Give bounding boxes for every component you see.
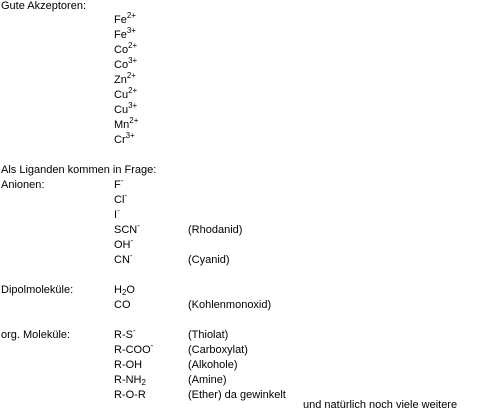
ligand-formula: Cl- xyxy=(114,191,128,206)
acceptor-ion: $Fe^{2+}$ xyxy=(114,11,136,26)
ligand-formula: $H_2O$ xyxy=(114,284,135,297)
acceptor-ion: $Cu^{2+}$ xyxy=(114,86,138,101)
ligand-note: (Cyanid) xyxy=(188,254,230,266)
ligand-formula: R-S- xyxy=(114,326,136,341)
ligand-note: (Rhodanid) xyxy=(188,224,243,236)
acceptor-ion: $Cr^{3+}$ xyxy=(114,131,135,146)
acceptor-ion: $Cu^{3+}$ xyxy=(114,101,138,116)
ligand-formula: R-COO- xyxy=(114,341,154,356)
ligand-formula: R-OH xyxy=(114,359,143,371)
group-label-dipoles: Dipolmoleküle: xyxy=(1,284,74,296)
acceptor-ion: $Fe^{3+}$ xyxy=(114,26,136,41)
ligand-formula: F- xyxy=(114,176,124,191)
footer-note: und natürlich noch viele weitere xyxy=(303,399,458,411)
ligand-formula: OH- xyxy=(114,236,134,251)
ligand-formula: I- xyxy=(114,206,120,221)
ligand-note: (Kohlenmonoxid) xyxy=(188,299,272,311)
group-label-organic: org. Moleküle: xyxy=(1,329,71,341)
ligand-note: (Carboxylat) xyxy=(188,344,248,356)
acceptors-heading: Gute Akzeptoren: xyxy=(1,0,86,12)
acceptor-ion: $Mn^{2+}$ xyxy=(114,116,139,131)
ligand-formula: CN- xyxy=(114,251,133,266)
ligands-heading: Als Liganden kommen in Frage: xyxy=(1,164,157,176)
ligand-formula: SCN- xyxy=(114,221,140,236)
acceptor-ion: $Zn^{2+}$ xyxy=(114,71,136,86)
ligand-formula: R-O-R xyxy=(114,389,146,401)
ligand-note: (Alkohole) xyxy=(188,359,238,371)
ligand-note: (Ether) da gewinkelt xyxy=(188,389,286,401)
ligand-formula: CO xyxy=(114,299,131,311)
ligand-note: (Amine) xyxy=(188,374,227,386)
group-label-anions: Anionen: xyxy=(1,179,45,191)
acceptor-ion: $Co^{2+}$ xyxy=(114,41,138,56)
ligand-note: (Thiolat) xyxy=(188,329,229,341)
acceptor-ion: $Co^{3+}$ xyxy=(114,56,138,71)
ligand-formula: $R-NH_2$ xyxy=(114,374,146,387)
